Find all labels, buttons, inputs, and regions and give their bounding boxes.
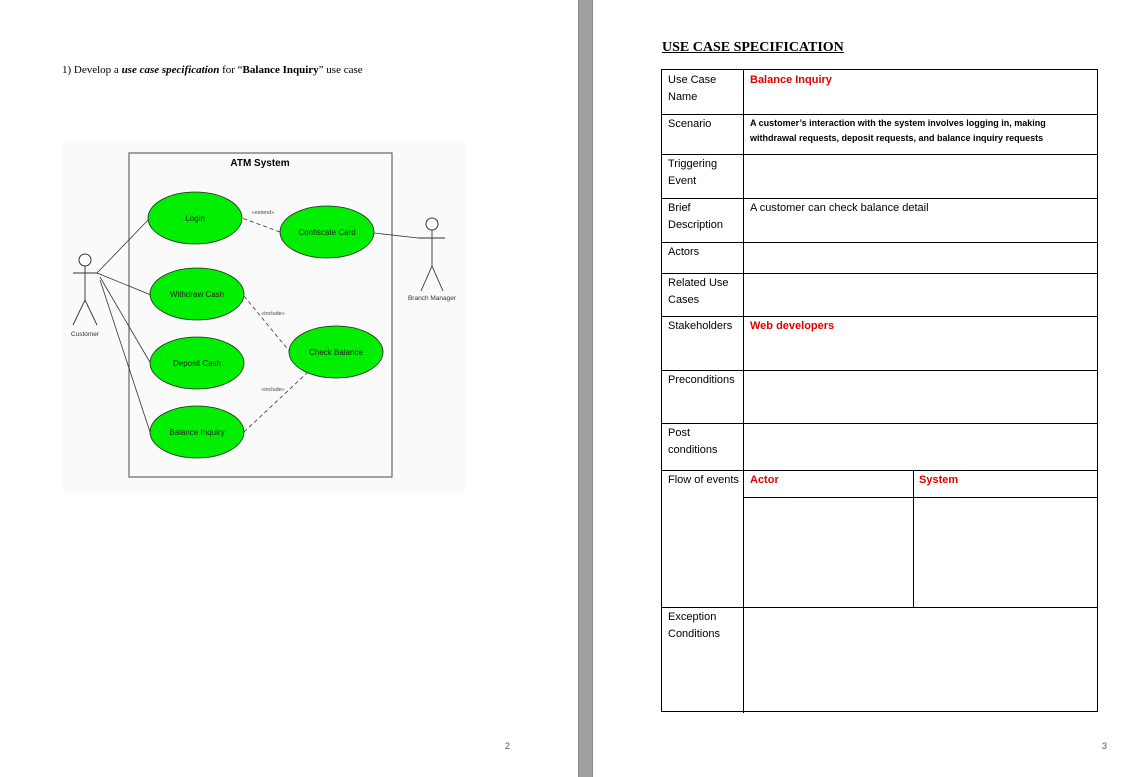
label: Scenario bbox=[668, 118, 712, 130]
value: Web developers bbox=[750, 320, 835, 332]
system-title: ATM System bbox=[230, 158, 290, 169]
label: Triggering Event bbox=[668, 158, 718, 187]
row-triggering-event bbox=[662, 154, 1097, 199]
page-number: 3 bbox=[1102, 741, 1108, 751]
row-post-conditions bbox=[662, 423, 1097, 471]
value: A customer can check balance detail bbox=[750, 202, 929, 214]
label: Actors bbox=[668, 246, 700, 258]
uc-deposit-cash: Deposit Cash bbox=[172, 359, 222, 368]
svg-text:«include»: «include» bbox=[261, 387, 285, 393]
row-related-use-cases bbox=[662, 273, 1097, 317]
svg-text:Branch Manager: Branch Manager bbox=[407, 295, 457, 302]
q-suffix: ” use case bbox=[318, 64, 363, 76]
label: Brief Description bbox=[668, 202, 724, 231]
row-preconditions bbox=[662, 370, 1097, 424]
value: A customer’s interaction with the system involves logging in, making withdrawal requests, deposit requests, and balance inquiry requests bbox=[750, 118, 1046, 143]
uc-confiscate-card: Confiscate Card bbox=[298, 228, 356, 237]
svg-text:«include»: «include» bbox=[261, 311, 285, 317]
svg-text:«extend»: «extend» bbox=[251, 210, 275, 216]
label: Preconditions bbox=[668, 374, 735, 386]
row-stakeholders bbox=[662, 316, 1097, 371]
system-header: System bbox=[919, 474, 959, 486]
row-actors bbox=[662, 242, 1097, 274]
label: Related Use Cases bbox=[668, 277, 729, 306]
q-bold: Balance Inquiry bbox=[242, 64, 319, 76]
label: Post conditions bbox=[668, 427, 718, 456]
uc-login: Login bbox=[185, 214, 205, 223]
row-exception-conditions bbox=[662, 607, 1097, 713]
page-gap bbox=[578, 0, 593, 777]
uc-withdraw-cash: Withdraw Cash bbox=[169, 290, 225, 299]
q-emph: use case specification bbox=[121, 64, 220, 76]
row-flow-of-events bbox=[662, 470, 1097, 608]
row-brief-description bbox=[662, 198, 1097, 243]
spec-title: USE CASE SPECIFICATION bbox=[662, 40, 844, 55]
page-number: 2 bbox=[505, 741, 511, 751]
value: Balance Inquiry bbox=[750, 74, 832, 86]
row-use-case-name bbox=[662, 70, 1097, 115]
row-scenario bbox=[662, 114, 1097, 155]
label: Use Case Name bbox=[668, 74, 717, 103]
svg-text:Customer: Customer bbox=[70, 331, 100, 338]
q-prefix: 1) Develop a bbox=[62, 64, 122, 76]
label: Stakeholders bbox=[668, 320, 733, 332]
label: Flow of events bbox=[668, 474, 739, 486]
uc-balance-inquiry: Balance Inquiry bbox=[169, 428, 225, 437]
actor-header: Actor bbox=[750, 474, 779, 486]
label: Exception Conditions bbox=[668, 611, 720, 640]
uc-check-balance: Check Balance bbox=[309, 348, 363, 357]
spec-table bbox=[661, 69, 1098, 712]
q-mid: for “ bbox=[219, 64, 243, 76]
